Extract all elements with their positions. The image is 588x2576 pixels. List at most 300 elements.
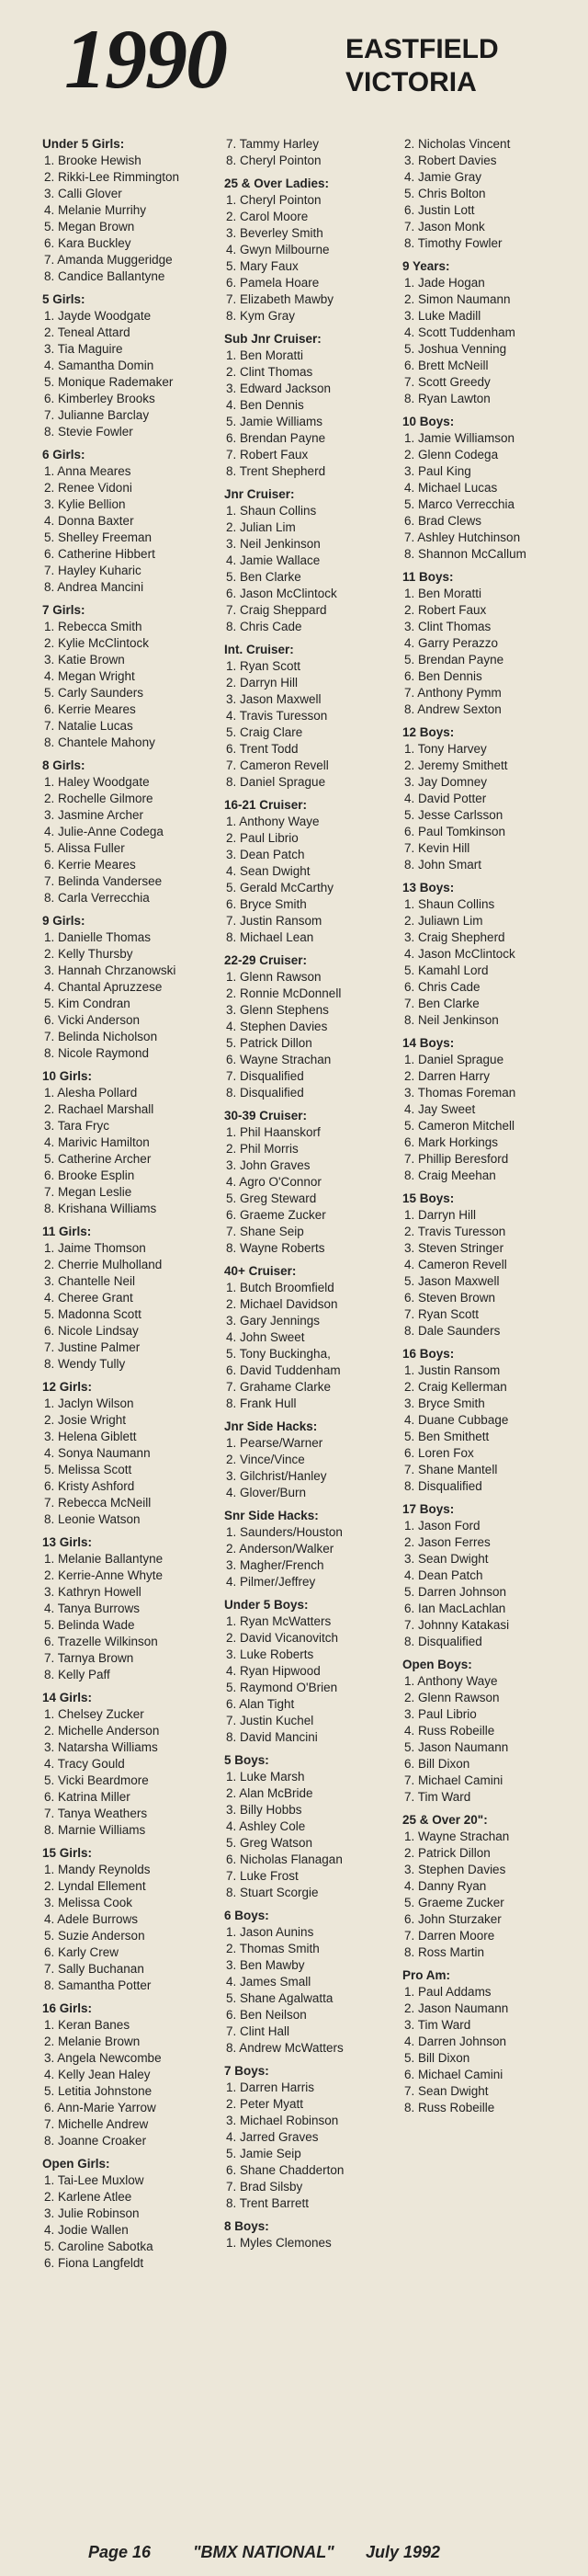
- placing-entry: 6. Bryce Smith: [226, 897, 307, 911]
- placing-entry: 8. Chris Cade: [226, 620, 302, 633]
- placing-entry: 8. Timothy Fowler: [404, 236, 503, 250]
- placing-entry: 7. Tarnya Brown: [44, 1651, 134, 1665]
- placing-entry: 6. Nicholas Flanagan: [226, 1852, 343, 1866]
- placing-entry: 5. Caroline Sabotka: [44, 2240, 153, 2253]
- placing-entry: 2. Jeremy Smithett: [404, 758, 508, 772]
- placing-entry: 1. Anna Meares: [44, 464, 131, 478]
- location-line-1: EASTFIELD: [345, 34, 499, 64]
- placing-entry: 2. Kerrie-Anne Whyte: [44, 1568, 164, 1582]
- placing-entry: 4. Donna Baxter: [44, 514, 134, 528]
- placing-entry: 6. Trazelle Wilkinson: [44, 1635, 158, 1648]
- placing-entry: 5. Bill Dixon: [404, 2051, 470, 2065]
- placing-entry: 7. Tim Ward: [404, 1790, 471, 1804]
- race-class-block: [42, 1845, 226, 1994]
- placing-entry: 1. Jade Hogan: [404, 276, 485, 290]
- placing-entry: 6. Kerrie Meares: [44, 858, 136, 872]
- placing-entry: 8. Kym Gray: [226, 309, 296, 323]
- placing-entry: 7. Anthony Pymm: [404, 686, 502, 700]
- placing-entry: 7. Kevin Hill: [404, 841, 470, 855]
- placing-entry: 4. Ben Dennis: [226, 398, 304, 412]
- placing-entry: 7. Grahame Clarke: [226, 1380, 332, 1394]
- race-class-block: [402, 258, 586, 407]
- placing-entry: 1. Anthony Waye: [404, 1674, 498, 1688]
- placing-entry: 5. Belinda Wade: [44, 1618, 135, 1632]
- placing-entry: 1. Jaime Thomson: [44, 1241, 146, 1255]
- placing-entry: 1. Myles Clemones: [226, 2236, 332, 2250]
- race-class-block: [402, 136, 586, 252]
- race-class-block: [42, 1690, 226, 1839]
- placing-entry: 6. Graeme Zucker: [226, 1208, 326, 1222]
- placing-entry: 6. Catherine Hibbert: [44, 547, 155, 561]
- placing-entry: 1. Cheryl Pointon: [226, 193, 322, 207]
- race-class-title: 15 Boys:: [402, 1191, 455, 1205]
- placing-entry: 4. Garry Perazzo: [404, 636, 499, 650]
- results-column-2: [224, 136, 408, 2251]
- placing-entry: 1. Shaun Collins: [404, 897, 495, 911]
- placing-entry: 1. Darryn Hill: [404, 1208, 477, 1222]
- placing-entry: 6. Wayne Strachan: [226, 1053, 332, 1066]
- placing-entry: 4. Jamie Wallace: [226, 553, 321, 567]
- placing-entry: 2. Paul Librio: [226, 831, 299, 845]
- placing-entry: 6. Kristy Ashford: [44, 1479, 135, 1493]
- placing-entry: 7. Johnny Katakasi: [404, 1618, 510, 1632]
- race-class-block: [224, 642, 408, 791]
- placing-entry: 3. Billy Hobbs: [226, 1803, 302, 1817]
- placing-entry: 3. Glenn Stephens: [226, 1003, 329, 1017]
- placing-entry: 7. Hayley Kuharic: [44, 564, 141, 577]
- race-class-block: [402, 1191, 586, 1339]
- placing-entry: 7. Disqualified: [226, 1069, 304, 1083]
- placing-entry: 6. Trent Todd: [226, 742, 299, 756]
- placing-entry: 5. Chris Bolton: [404, 187, 486, 200]
- race-class-block: [402, 1967, 586, 2116]
- placing-entry: 5. Greg Watson: [226, 1836, 313, 1850]
- placing-entry: 1. Jayde Woodgate: [44, 309, 152, 323]
- placing-entry: 5. Jesse Carlsson: [404, 808, 503, 822]
- race-class-title: 10 Girls:: [42, 1069, 93, 1083]
- race-class-block: [42, 1379, 226, 1528]
- race-class-block: [42, 913, 226, 1062]
- placing-entry: 3. Kathryn Howell: [44, 1585, 141, 1599]
- placing-entry: 8. Stevie Fowler: [44, 425, 133, 439]
- race-class-block: [224, 1508, 408, 1590]
- race-class-block: [224, 1908, 408, 2057]
- race-class-title: 6 Boys:: [224, 1909, 269, 1922]
- placing-entry: 1. Jason Ford: [404, 1519, 481, 1533]
- placing-entry: 6. Fiona Langfeldt: [44, 2256, 144, 2270]
- placing-entry: 1. Brooke Hewish: [44, 154, 141, 167]
- placing-entry: 5. Ben Smithett: [404, 1430, 490, 1443]
- placing-entry: 6. Loren Fox: [404, 1446, 474, 1460]
- placing-entry: 8. Carla Verrecchia: [44, 891, 150, 905]
- placing-entry: 1. Tony Harvey: [404, 742, 487, 756]
- placing-entry: 3. Clint Thomas: [404, 620, 492, 633]
- placing-entry: 4. Kelly Jean Haley: [44, 2068, 151, 2081]
- placing-entry: 1. Shaun Collins: [226, 504, 317, 518]
- race-class-block: [224, 1419, 408, 1501]
- placing-entry: 8. Stuart Scorgie: [226, 1886, 319, 1899]
- race-class-block: [42, 447, 226, 596]
- placing-entry: 8. Cheryl Pointon: [226, 154, 322, 167]
- placing-entry: 3. Magher/French: [226, 1558, 324, 1572]
- race-class-title: 16 Boys:: [402, 1347, 455, 1361]
- placing-entry: 4. Jason McClintock: [404, 947, 515, 961]
- race-class-title: 12 Girls:: [42, 1380, 93, 1394]
- race-class-block: [224, 2218, 408, 2251]
- placing-entry: 6. Kerrie Meares: [44, 702, 136, 716]
- placing-entry: 8. Andrew McWatters: [226, 2041, 344, 2055]
- placing-entry: 6. Kimberley Brooks: [44, 392, 155, 405]
- placing-entry: 1. Daniel Sprague: [404, 1053, 504, 1066]
- placing-entry: 6. Brooke Esplin: [44, 1168, 135, 1182]
- placing-entry: 2. Michael Davidson: [226, 1297, 338, 1311]
- placing-entry: 6. Steven Brown: [404, 1291, 496, 1305]
- placing-entry: 7. Tanya Weathers: [44, 1807, 148, 1820]
- placing-entry: 1. Phil Haanskorf: [226, 1125, 321, 1139]
- page-number: Page 16: [88, 2543, 152, 2561]
- placing-entry: 6. Chris Cade: [404, 980, 481, 994]
- publication-name: "BMX NATIONAL": [193, 2543, 334, 2561]
- race-class-block: [42, 602, 226, 751]
- placing-entry: 6. Katrina Miller: [44, 1790, 130, 1804]
- placing-entry: 6. Brett McNeill: [404, 359, 489, 372]
- placing-entry: 2. Kelly Thursby: [44, 947, 133, 961]
- placing-entry: 1. Anthony Waye: [226, 815, 320, 828]
- placing-entry: 3. Angela Newcombe: [44, 2051, 162, 2065]
- placing-entry: 7. Craig Sheppard: [226, 603, 327, 617]
- race-class-block: [42, 1534, 226, 1683]
- placing-entry: 2. David Vicanovitch: [226, 1631, 339, 1645]
- placing-entry: 7. Tammy Harley: [226, 137, 320, 151]
- placing-entry: 3. Robert Davies: [404, 154, 497, 167]
- placing-entry: 2. Rachael Marshall: [44, 1102, 154, 1116]
- race-class-title: 9 Years:: [402, 259, 450, 273]
- placing-entry: 5. Raymond O'Brien: [226, 1681, 338, 1694]
- race-class-title: 6 Girls:: [42, 448, 85, 462]
- race-class-block: [224, 1108, 408, 1257]
- race-class-title: 9 Girls:: [42, 914, 85, 928]
- placing-entry: 1. Alesha Pollard: [44, 1086, 138, 1100]
- race-class-title: Jnr Cruiser:: [224, 487, 295, 501]
- placing-entry: 4. James Small: [226, 1975, 311, 1989]
- placing-entry: 1. Chelsey Zucker: [44, 1707, 144, 1721]
- placing-entry: 8. Chantele Mahony: [44, 735, 155, 749]
- placing-entry: 7. Ryan Scott: [404, 1307, 480, 1321]
- placing-entry: 5. Suzie Anderson: [44, 1929, 145, 1943]
- placing-entry: 6. Brendan Payne: [226, 431, 326, 445]
- placing-entry: 3. Melissa Cook: [44, 1896, 133, 1909]
- placing-entry: 1. Butch Broomfield: [226, 1281, 334, 1294]
- placing-entry: 5. Megan Brown: [44, 220, 135, 234]
- placing-entry: 3. Hannah Chrzanowski: [44, 963, 176, 977]
- placing-entry: 3. Paul Librio: [404, 1707, 477, 1721]
- placing-entry: 6. Alan Tight: [226, 1697, 295, 1711]
- race-class-block: [224, 1752, 408, 1901]
- placing-entry: 2. Renee Vidoni: [44, 481, 132, 495]
- placing-entry: 1. Haley Woodgate: [44, 775, 150, 789]
- race-class-title: Int. Cruiser:: [224, 643, 294, 656]
- race-class-title: 15 Girls:: [42, 1846, 93, 1860]
- issue-date: July 1992: [366, 2543, 441, 2561]
- placing-entry: 5. Jamie Williams: [226, 415, 323, 428]
- race-class-block: [224, 176, 408, 325]
- placing-entry: 4. Tanya Burrows: [44, 1601, 141, 1615]
- placing-entry: 3. Julie Robinson: [44, 2206, 140, 2220]
- race-class-title: 22-29 Cruiser:: [224, 953, 308, 967]
- race-class-title: 5 Girls:: [42, 292, 85, 306]
- placing-entry: 5. Alissa Fuller: [44, 841, 125, 855]
- placing-entry: 7. Clint Hall: [226, 2024, 290, 2038]
- placing-entry: 8. Leonie Watson: [44, 1512, 141, 1526]
- placing-entry: 8. Ross Martin: [404, 1945, 485, 1959]
- placing-entry: 1. Danielle Thomas: [44, 930, 152, 944]
- placing-entry: 1. Wayne Strachan: [404, 1829, 510, 1843]
- placing-entry: 8. Disqualified: [404, 1635, 482, 1648]
- placing-entry: 1. Tai-Lee Muxlow: [44, 2173, 144, 2187]
- placing-entry: 1. Darren Harris: [226, 2080, 315, 2094]
- results-column-3: [402, 136, 586, 2116]
- placing-entry: 5. Mary Faux: [226, 259, 299, 273]
- placing-entry: 2. Ronnie McDonnell: [226, 986, 342, 1000]
- placing-entry: 4. Jodie Wallen: [44, 2223, 129, 2237]
- placing-entry: 8. Wayne Roberts: [226, 1241, 325, 1255]
- race-class-block: [402, 1035, 586, 1184]
- placing-entry: 7. Sally Buchanan: [44, 1962, 144, 1976]
- placing-entry: 7. Belinda Nicholson: [44, 1030, 158, 1043]
- placing-entry: 6. Bill Dixon: [404, 1757, 470, 1771]
- placing-entry: 5. Greg Steward: [226, 1191, 317, 1205]
- race-class-title: Sub Jnr Cruiser:: [224, 332, 322, 346]
- placing-entry: 2. Nicholas Vincent: [404, 137, 511, 151]
- placing-entry: 1. Glenn Rawson: [226, 970, 322, 984]
- race-class-title: Under 5 Boys:: [224, 1598, 309, 1612]
- placing-entry: 1. Paul Addams: [404, 1985, 492, 1999]
- placing-entry: 4. Samantha Domin: [44, 359, 154, 372]
- race-class-title: Under 5 Girls:: [42, 137, 125, 151]
- placing-entry: 3. Natarsha Williams: [44, 1740, 158, 1754]
- race-class-title: 7 Boys:: [224, 2064, 269, 2078]
- placing-entry: 2. Clint Thomas: [226, 365, 313, 379]
- placing-entry: 6. John Sturzaker: [404, 1912, 502, 1926]
- placing-entry: 8. Candice Ballantyne: [44, 269, 165, 283]
- page-footer: [0, 2539, 588, 2570]
- placing-entry: 6. Shane Chadderton: [226, 2163, 345, 2177]
- placing-entry: 6. Pamela Hoare: [226, 276, 320, 290]
- placing-entry: 7. Cameron Revell: [226, 758, 329, 772]
- placing-entry: 1. Jason Aunins: [226, 1925, 314, 1939]
- race-class-title: 16 Girls:: [42, 2001, 93, 2015]
- placing-entry: 2. Simon Naumann: [404, 292, 511, 306]
- placing-entry: 6. Brad Clews: [404, 514, 482, 528]
- placing-entry: 5. Ben Clarke: [226, 570, 301, 584]
- page-header: [0, 0, 588, 110]
- placing-entry: 7. Justin Ransom: [226, 914, 322, 928]
- placing-entry: 4. Melanie Murrihy: [44, 203, 147, 217]
- placing-entry: 8. Andrew Sexton: [404, 702, 502, 716]
- placing-entry: 3. Paul King: [404, 464, 471, 478]
- race-class-title: 25 & Over 20":: [402, 1813, 488, 1827]
- race-class-title: Snr Side Hacks:: [224, 1509, 319, 1522]
- placing-entry: 2. Melanie Brown: [44, 2035, 141, 2048]
- placing-entry: 4. Marivic Hamilton: [44, 1135, 150, 1149]
- placing-entry: 7. Phillip Beresford: [404, 1152, 509, 1166]
- placing-entry: 4. Michael Lucas: [404, 481, 498, 495]
- race-class-title: 14 Girls:: [42, 1691, 93, 1704]
- placing-entry: 7. Julianne Barclay: [44, 408, 150, 422]
- placing-entry: 3. Tia Maguire: [44, 342, 123, 356]
- placing-entry: 7. Justine Palmer: [44, 1340, 141, 1354]
- placing-entry: 6. Mark Horkings: [404, 1135, 499, 1149]
- placing-entry: 6. Justin Lott: [404, 203, 475, 217]
- race-class-block: [402, 1657, 586, 1806]
- placing-entry: 7. Michael Camini: [404, 1773, 503, 1787]
- placing-entry: 2. Rochelle Gilmore: [44, 792, 153, 805]
- placing-entry: 3. Luke Madill: [404, 309, 481, 323]
- placing-entry: 4. Megan Wright: [44, 669, 135, 683]
- placing-entry: 4. Pilmer/Jeffrey: [226, 1575, 316, 1589]
- placing-entry: 8. Marnie Williams: [44, 1823, 146, 1837]
- placing-entry: 7. Michelle Andrew: [44, 2117, 149, 2131]
- placing-entry: 5. Darren Johnson: [404, 1585, 507, 1599]
- placing-entry: 8. Craig Meehan: [404, 1168, 496, 1182]
- race-class-block: [224, 797, 408, 946]
- placing-entry: 2. Vince/Vince: [226, 1453, 305, 1466]
- race-class-block: [42, 2156, 226, 2272]
- year-title: 1990: [64, 12, 226, 106]
- placing-entry: 6. Karly Crew: [44, 1945, 119, 1959]
- race-class-title: 8 Girls:: [42, 758, 85, 772]
- placing-entry: 4. Julie-Anne Codega: [44, 825, 164, 838]
- race-class-title: 5 Boys:: [224, 1753, 269, 1767]
- placing-entry: 5. Graeme Zucker: [404, 1896, 504, 1909]
- placing-entry: 3. Helena Giblett: [44, 1430, 137, 1443]
- placing-entry: 4. Cameron Revell: [404, 1258, 507, 1271]
- placing-entry: 8. Trent Barrett: [226, 2196, 310, 2210]
- placing-entry: 5. Catherine Archer: [44, 1152, 152, 1166]
- placing-entry: 2. Karlene Atlee: [44, 2190, 132, 2204]
- placing-entry: 1. Jaclyn Wilson: [44, 1396, 134, 1410]
- placing-entry: 5. Tony Buckingha,: [226, 1347, 331, 1361]
- placing-entry: 2. Phil Morris: [226, 1142, 299, 1156]
- placing-entry: 5. Kamahl Lord: [404, 963, 489, 977]
- race-class-block: [224, 1263, 408, 1412]
- placing-entry: 5. Kim Condran: [44, 997, 130, 1010]
- placing-entry: 7. Robert Faux: [226, 448, 309, 462]
- placing-entry: 5. Jason Maxwell: [404, 1274, 500, 1288]
- placing-entry: 8. Wendy Tully: [44, 1357, 126, 1371]
- placing-entry: 3. John Graves: [226, 1158, 311, 1172]
- placing-entry: 4. Ryan Hipwood: [226, 1664, 321, 1678]
- results-column-1: [42, 136, 226, 2272]
- placing-entry: 4. Duane Cubbage: [404, 1413, 509, 1427]
- placing-entry: 3. Beverley Smith: [226, 226, 323, 240]
- placing-entry: 5. Shane Agalwatta: [226, 1991, 334, 2005]
- placing-entry: 1. Ryan Scott: [226, 659, 301, 673]
- placing-entry: 8. Disqualified: [226, 1086, 304, 1100]
- placing-entry: 5. Monique Rademaker: [44, 375, 174, 389]
- placing-entry: 5. Brendan Payne: [404, 653, 504, 667]
- placing-entry: 1. Ben Moratti: [226, 348, 304, 362]
- placing-entry: 5. Craig Clare: [226, 725, 303, 739]
- placing-entry: 8. Neil Jenkinson: [404, 1013, 499, 1027]
- placing-entry: 1. Keran Banes: [44, 2018, 130, 2032]
- placing-entry: 2. Robert Faux: [404, 603, 487, 617]
- race-class-title: 25 & Over Ladies:: [224, 177, 330, 190]
- placing-entry: 7. Scott Greedy: [404, 375, 491, 389]
- placing-entry: 8. Shannon McCallum: [404, 547, 526, 561]
- placing-entry: 4. Agro O'Connor: [226, 1175, 322, 1189]
- placing-entry: 8. Trent Shepherd: [226, 464, 326, 478]
- placing-entry: 2. Michelle Anderson: [44, 1724, 160, 1738]
- placing-entry: 7. Luke Frost: [226, 1869, 299, 1883]
- placing-entry: 8. Dale Saunders: [404, 1324, 501, 1338]
- placing-entry: 3. Craig Shepherd: [404, 930, 505, 944]
- placing-entry: 2. Thomas Smith: [226, 1942, 320, 1955]
- placing-entry: 8. Nicole Raymond: [44, 1046, 150, 1060]
- placing-entry: 6. Michael Camini: [404, 2068, 503, 2081]
- placing-entry: 3. Steven Stringer: [404, 1241, 504, 1255]
- placing-entry: 5. Madonna Scott: [44, 1307, 141, 1321]
- placing-entry: 7. Darren Moore: [404, 1929, 495, 1943]
- placing-entry: 6. Paul Tomkinson: [404, 825, 506, 838]
- placing-entry: 2. Jason Naumann: [404, 2001, 509, 2015]
- placing-entry: 5. Cameron Mitchell: [404, 1119, 515, 1133]
- placing-entry: 2. Peter Myatt: [226, 2097, 304, 2111]
- placing-entry: 2. Rikki-Lee Rimmington: [44, 170, 180, 184]
- race-class-title: 16-21 Cruiser:: [224, 798, 308, 812]
- race-class-block: [224, 136, 408, 169]
- placing-entry: 8. Kelly Paff: [44, 1668, 110, 1681]
- placing-entry: 1. Ryan McWatters: [226, 1614, 332, 1628]
- placing-entry: 7. Natalie Lucas: [44, 719, 133, 733]
- placing-entry: 7. Megan Leslie: [44, 1185, 132, 1199]
- placing-entry: 4. Ashley Cole: [226, 1819, 306, 1833]
- placing-entry: 2. Alan McBride: [226, 1786, 313, 1800]
- placing-entry: 4. Cheree Grant: [44, 1291, 133, 1305]
- placing-entry: 3. Michael Robinson: [226, 2114, 339, 2127]
- placing-entry: 2. Cherrie Mulholland: [44, 1258, 163, 1271]
- race-class-title: 12 Boys:: [402, 725, 455, 739]
- race-class-block: [224, 331, 408, 480]
- placing-entry: 4. Jarred Graves: [226, 2130, 319, 2144]
- placing-entry: 4. Gwyn Milbourne: [226, 243, 330, 256]
- race-class-title: Open Boys:: [402, 1658, 472, 1671]
- placing-entry: 1. Rebecca Smith: [44, 620, 142, 633]
- placing-entry: 4. John Sweet: [226, 1330, 305, 1344]
- placing-entry: 1. Jamie Williamson: [404, 431, 515, 445]
- placing-entry: 2. Jason Ferres: [404, 1535, 491, 1549]
- placing-entry: 2. Anderson/Walker: [226, 1542, 334, 1556]
- placing-entry: 3. Sean Dwight: [404, 1552, 489, 1566]
- race-class-title: 13 Girls:: [42, 1535, 93, 1549]
- placing-entry: 2. Craig Kellerman: [404, 1380, 507, 1394]
- placing-entry: 6. Jason McClintock: [226, 587, 337, 600]
- race-class-block: [224, 952, 408, 1101]
- race-class-block: [42, 1068, 226, 1217]
- placing-entry: 5. Shelley Freeman: [44, 530, 153, 544]
- placing-entry: 1. Ben Moratti: [404, 587, 482, 600]
- race-class-title: 8 Boys:: [224, 2219, 269, 2233]
- placing-entry: 3. Tara Fryc: [44, 1119, 110, 1133]
- race-class-block: [224, 1597, 408, 1746]
- placing-entry: 8. Krishana Williams: [44, 1202, 157, 1215]
- placing-entry: 5. Joshua Venning: [404, 342, 507, 356]
- placing-entry: 7. Rebecca McNeill: [44, 1496, 152, 1510]
- placing-entry: 8. Ryan Lawton: [404, 392, 491, 405]
- placing-entry: 7. Jason Monk: [404, 220, 485, 234]
- placing-entry: 5. Patrick Dillon: [226, 1036, 312, 1050]
- placing-entry: 5. Gerald McCarthy: [226, 881, 334, 895]
